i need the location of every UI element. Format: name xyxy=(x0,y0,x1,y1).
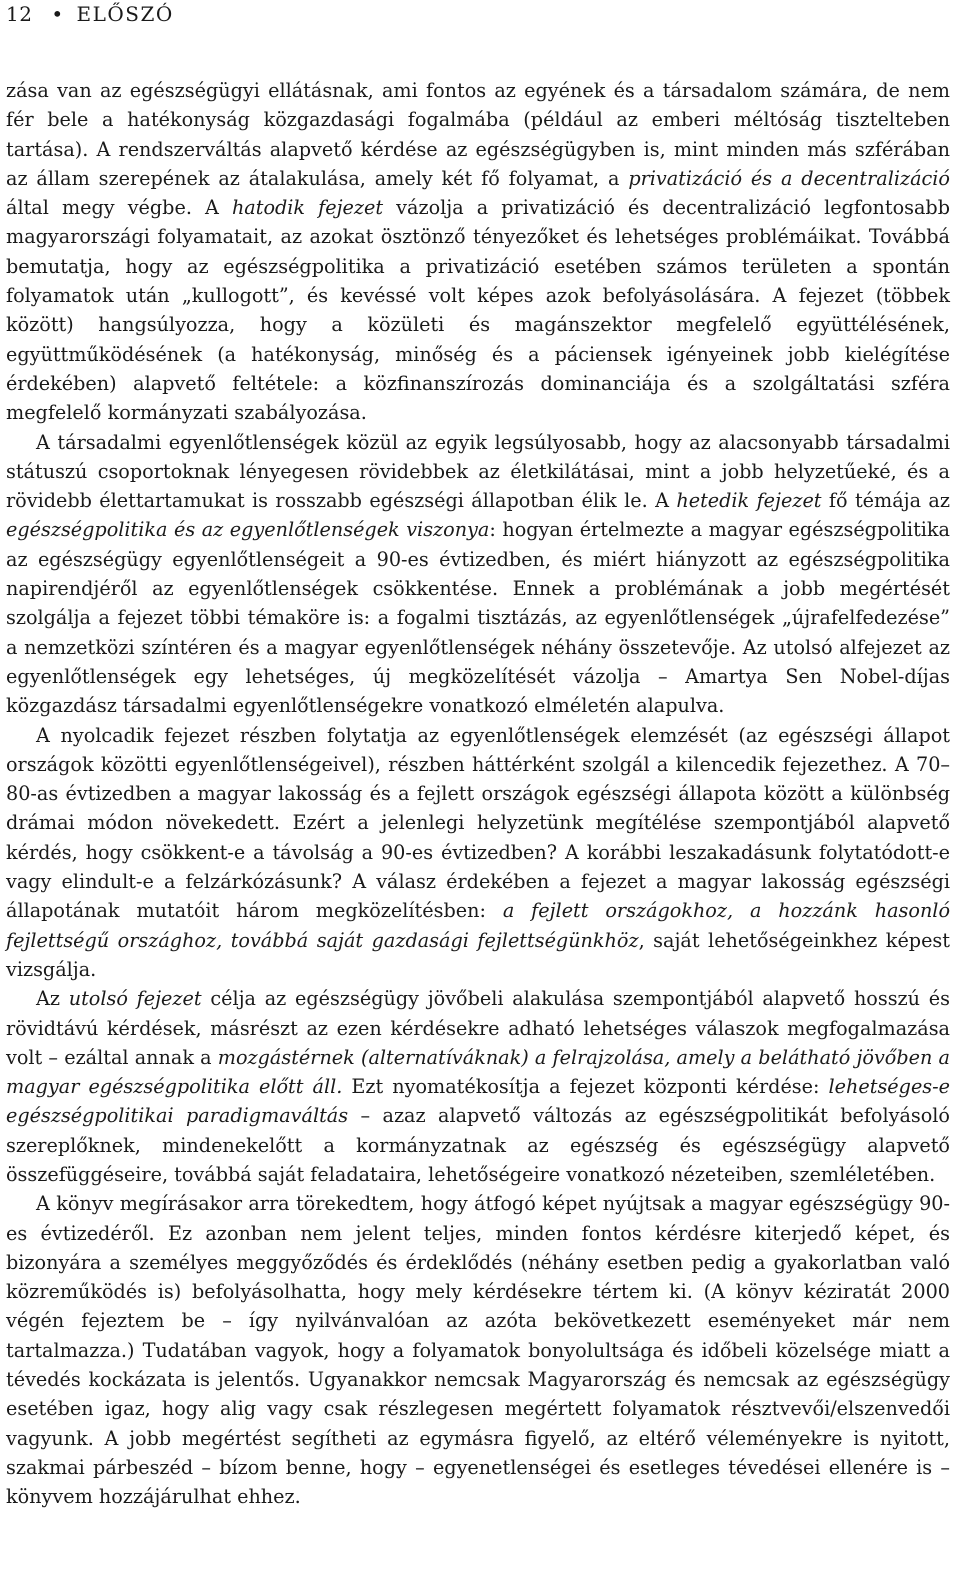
text-run: fő témája az xyxy=(821,489,950,513)
text-run: által megy végbe. A xyxy=(6,196,232,220)
italic-text: lehetséges-e egészségpolitikai paradigmaváltás xyxy=(6,1075,950,1128)
paragraph xyxy=(6,428,950,721)
paragraph xyxy=(6,721,950,985)
paragraph xyxy=(6,1189,950,1511)
italic-text: mozgástérnek (alternatíváknak) a felrajzolása, amely a belátható jövőben a magyar egészségpolitika előtt áll. xyxy=(6,1045,950,1099)
paragraph xyxy=(6,76,950,428)
text-run: , saját lehetőségeinkhez képest vizsgálja. xyxy=(6,928,950,981)
italic-text: hatodik fejezet xyxy=(231,196,384,220)
italic-text: a fejlett országokhoz, a hozzánk hasonló fejlettségű országhoz, továbbá saját gazdasági fejlettségünkhöz xyxy=(6,899,950,952)
italic-text: utolsó fejezet xyxy=(68,987,202,1011)
text-run: A nyolcadik fejezet részben folytatja az egyenlőtlenségek elemzését (az egészségi állapot országok közötti egyenlőtlenségeivel), részben háttérként szolgál a kilencedik fejezethez. A 70–80-as évtizedben a magyar lakosság és a fejlett országok egészségi állapota között a különbség drámai módon növekedett. Ezért a jelenlegi helyzetünk megítélése szempontjából alapvető kérdés, hogy csökkent-e a távolság a 90-es évtizedben? A korábbi leszakadásunk folytatódott-e vagy elindult-e a felzárkózásunk? A válasz érdekében a fejezet a magyar lakosság egészségi állapotának mutatóit három megközelítésben: xyxy=(6,723,950,923)
italic-text: privatizáció és a decentralizáció xyxy=(628,166,950,190)
text-run: – azaz alapvető változás az egészségpolitikát befolyásoló szereplőknek, mindenekelőtt a kormányzatnak az egészség és egészségügy alapvető összefüggéseire, továbbá saját feladataira, lehetőségeire vonatkozó nézeteiben, szemléletében. xyxy=(6,1104,950,1186)
italic-text: egészségpolitika és az egyenlőtlenségek viszonya xyxy=(6,518,490,542)
text-run: zása van az egészségügyi ellátásnak, ami fontos az egyének és a társadalom számára, de nem fér bele a hatékonyság közgazdasági fogalmába (például az emberi méltóság tisztelteben tartása). A rendszerváltás alapvető kérdése az egészségügyben is, mint minden más szférában az állam szerepének az átalakulása, amely két fő folyamat, a xyxy=(6,79,950,190)
text-run: A könyv megírásakor arra törekedtem, hogy átfogó képet nyújtsak a magyar egészségügy 90-es évtizedéről. Ez azonban nem jelent teljes, minden fontos kérdésre kiterjedő képet, és bizonyára a személyes meggyőződés és érdeklődés (néhány esetben pedig a gyakorlatban való közreműködés is) befolyásolhatta, hogy mely kérdésekre tértem ki. (A könyv kéziratát 2000 végén fejeztem be – így nyilvánvalóan az azóta bekövetkezett eseményeket már nem tartalmazza.) Tudatában vagyok, hogy a folyamatok bonyolultsága és időbeli közelsége miatt a tévedés kockázata is jelentős. Ugyanakkor nemcsak Magyarország és nemcsak az egészségügy esetében igaz, hogy alig vagy csak részlegesen megértett folyamatok résztvevői/elszenvedői vagyunk. A jobb megértést segítheti az egymásra figyelő, az eltérő véleményekre is nyitott, szakmai párbeszéd – bízom benne, hogy – egyenetlenségei és esetleges tévedései ellenére is – könyvem hozzájárulhat ehhez. xyxy=(6,1192,950,1509)
separator-bullet: • xyxy=(51,2,64,26)
running-head xyxy=(6,0,174,28)
text-run: célja az egészségügy jövőbeli alakulása szempontjából alapvető hosszú és rövidtávú kérdések, másrészt az ezen kérdésekre adható lehetséges válaszok megfogalmazása volt – ezáltal annak a xyxy=(6,987,950,1069)
page-number: 12 xyxy=(6,2,33,26)
text-run: Az xyxy=(36,987,69,1011)
page-body xyxy=(6,76,950,1512)
text-run: A társadalmi egyenlőtlenségek közül az egyik legsúlyosabb, hogy az alacsonyabb társadalmi státuszú csoportoknak lényegesen rövidebbek az életkilátásai, mint a jobb helyzetűeké, és a rövidebb élettartamukat is rosszabb egészségi állapotban élik le. A xyxy=(6,430,950,513)
text-run: Ezt nyomatékosítja a fejezet központi kérdése: xyxy=(342,1075,829,1099)
text-run: vázolja a privatizáció és decentralizáció legfontosabb magyarországi folyamatait, az azokat ösztönző tényezőket és lehetséges problémáikat. Továbbá bemutatja, hogy az egészségpolitika a privatizáció esetében számos területen a spontán folyamatok után „kullogott”, és kevéssé volt képes azok befolyásolására. A fejezet (többek között) hangsúlyozza, hogy a közületi és magánszektor megfelelő együttélésének, együttműködésének (a hatékonyság, minőség és a páciensek igényeinek jobb kielégítése érdekében) alapvető feltétele: a közfinanszírozás dominanciája és a szolgáltatási szféra megfelelő kormányzati szabályozása. xyxy=(6,196,950,425)
chapter-title: ELŐSZÓ xyxy=(76,2,174,26)
italic-text: hetedik fejezet xyxy=(676,489,822,513)
text-run: : hogyan értelmezte a magyar egészségpolitika az egészségügy egyenlőtlenségeit a 90-es évtizedben, és miért hiányzott az egészségpolitika napirendjéről az egyenlőtlenségek csökkentése. Ennek a problémának a jobb megértését szolgálja a fejezet többi témaköre is: a fogalmi tisztázás, az egyenlőtlenségek „újrafelfedezése” a nemzetközi színtéren és a magyar egyenlőtlenségek néhány összetevője. Az utolsó alfejezet az egyenlőtlenségek egy lehetséges, új megközelítését vázolja – Amartya Sen Nobel-díjas közgazdász társadalmi egyenlőtlenségekre vonatkozó elméletén alapulva. xyxy=(6,518,950,718)
paragraph xyxy=(6,984,950,1189)
